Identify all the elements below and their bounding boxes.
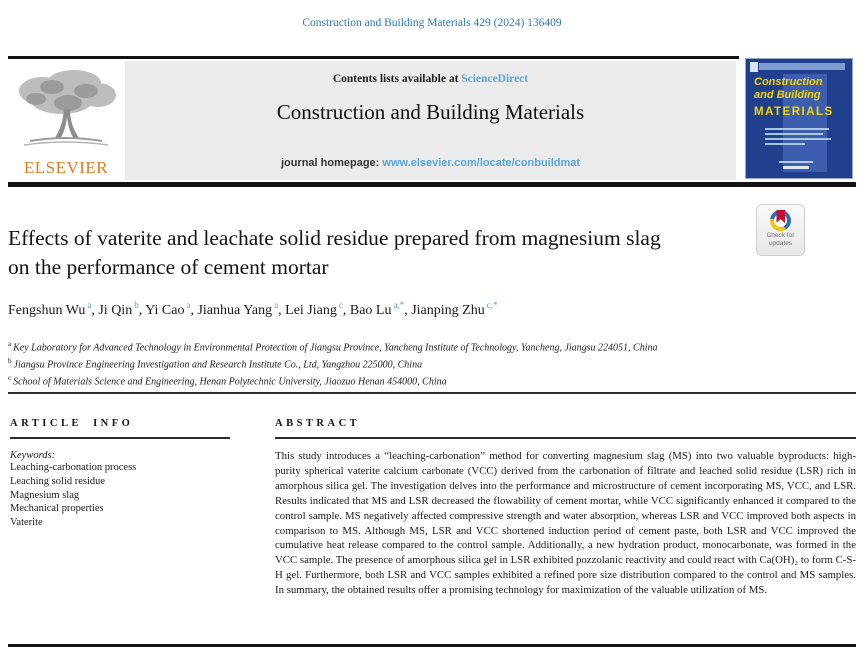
cover-title-line3: MATERIALS [754, 106, 834, 118]
author: Ji Qin $^b$, [98, 300, 146, 318]
author: Jianhua Yang $^a$, [197, 300, 286, 318]
author-list [8, 300, 497, 319]
author: Fengshun Wu $^a$, [8, 300, 99, 318]
header-top-rule [8, 56, 739, 59]
author-affil-sup: a [87, 300, 92, 310]
author-affil-sup: c [338, 300, 343, 310]
check-badge-line1: Check for [766, 232, 795, 239]
keyword-item: Leaching-carbonation process [10, 462, 137, 473]
author: Jianping Zhu $^{c,*}$ [411, 300, 498, 318]
contents-line [125, 73, 736, 85]
cover-top-bar [759, 63, 845, 70]
affiliation: $^c$ School of Materials Science and Engineering, Henan Polytechnic University, Jiaozuo Henan 454000, China [8, 373, 447, 387]
author-affil-sup: a [186, 300, 191, 310]
author: Bao Lu $^{a,*}$, [349, 300, 412, 318]
check-updates-badge[interactable] [756, 204, 805, 256]
author: Lei Jiang $^c$, [285, 300, 350, 318]
article-title-line1: Effects of vaterite and leachate solid residue prepared from magnesium slag [8, 226, 661, 250]
author-affil-sup: b [134, 300, 139, 310]
sciencedirect-link[interactable]: ScienceDirect [461, 73, 529, 85]
journal-citation: Construction and Building Materials 429 (2024) 136409 [302, 17, 562, 29]
cover-title-line1: Construction [754, 76, 823, 88]
journal-name: Construction and Building Materials [276, 100, 585, 124]
cover-footer-mark [783, 166, 809, 169]
elsevier-logo [10, 64, 122, 178]
affiliation-list [8, 338, 658, 388]
article-title-line2: on the performance of cement mortar [8, 255, 329, 279]
keyword-item: Vaterite [10, 517, 43, 529]
keyword-item: Magnesium slag [10, 489, 80, 501]
author-affil-sup: c,* [486, 300, 498, 310]
keyword-item: Mechanical properties [10, 503, 104, 515]
masthead-band [125, 61, 736, 180]
article-info-rule [10, 437, 230, 439]
crossmark-ribbon-icon [776, 210, 785, 223]
cover-title-line2: and Building [754, 89, 821, 101]
article-title [8, 224, 748, 282]
page-bottom-rule [8, 644, 856, 647]
homepage-label: journal homepage: [280, 157, 383, 169]
affiliation: $^b$ Jiangsu Province Engineering Investigation and Research Institute Co., Ltd, Yangzhou 225000, China [8, 356, 423, 371]
cover-footer-line [779, 161, 813, 163]
author-affil-sup: a [274, 300, 279, 310]
cover-title [754, 76, 822, 102]
affiliation: $^a$ Key Laboratory for Advanced Technology in Environmental Protection of Jiangsu Province, Yancheng Institute of Technology, Yancheng, Jiangsu 224051, China [8, 340, 658, 354]
contents-line-text: Contents lists available at [332, 73, 462, 85]
header-bottom-rule [8, 182, 856, 187]
abstract-column [275, 418, 856, 598]
cover-emblem-icon [750, 62, 758, 72]
author-affil-sup: a,* [393, 300, 405, 310]
cover-small-text-lines [765, 128, 831, 148]
keyword-item: Leaching solid residue [10, 475, 106, 487]
article-info-column [10, 418, 230, 530]
check-badge-line2: updates [768, 239, 793, 247]
crossmark-icon [770, 210, 791, 231]
abstract-header: ABSTRACT [275, 418, 361, 429]
author: Yi Cao $^a$, [145, 300, 198, 318]
homepage-line [125, 157, 736, 169]
article-info-header: ARTICLE INFO [10, 418, 134, 429]
abstract-rule [275, 437, 856, 439]
keywords-label: Keywords: [10, 450, 56, 461]
section-top-rule [8, 392, 856, 394]
journal-cover-thumbnail [745, 58, 853, 179]
abstract-text: This study introduces a “leaching-carbonation” method for converting magnesium slag (MS) into two valuable byproducts: high-purity spherical vaterite calcium carbonate (VCC) derived from the carbonation of filtrate and leached solid residue (LSR) rich in amorphous silica gel. The investigation delves into the performance and microstructure of cement incorporating MS, VCC, and LSR. Results indicated that MS and LSR decreased the flowability of cement mortar, while VCC significantly enhanced it compared to the control sample. MS negatively affected compressive strength and water absorption, whereas LSR and VCC improved both aspects in comparison to MS. Although MS, LSR and VCC shortened induction period of cement paste, both LSR and VCC improved the cumulative heat release compared to the control sample. Additionally, a new hydration product, monocarbonate, was formed in the VCC sample. The presence of amorphous silica gel in LSR exhibited pozzolanic reactivity and could react with Ca(OH)₂ to form C-S-H gel. Furthermore, both LSR and VCC samples exhibited a refined pore size distribution compared to the control and MS samples. In summary, the obtained results offer a promising technology for maximization of the valuable utilization of MS. [275, 450, 856, 597]
homepage-url-link[interactable]: www.elsevier.com/locate/conbuildmat [382, 157, 581, 169]
elsevier-tree-icon [10, 139, 122, 156]
elsevier-wordmark: ELSEVIER [23, 158, 109, 177]
